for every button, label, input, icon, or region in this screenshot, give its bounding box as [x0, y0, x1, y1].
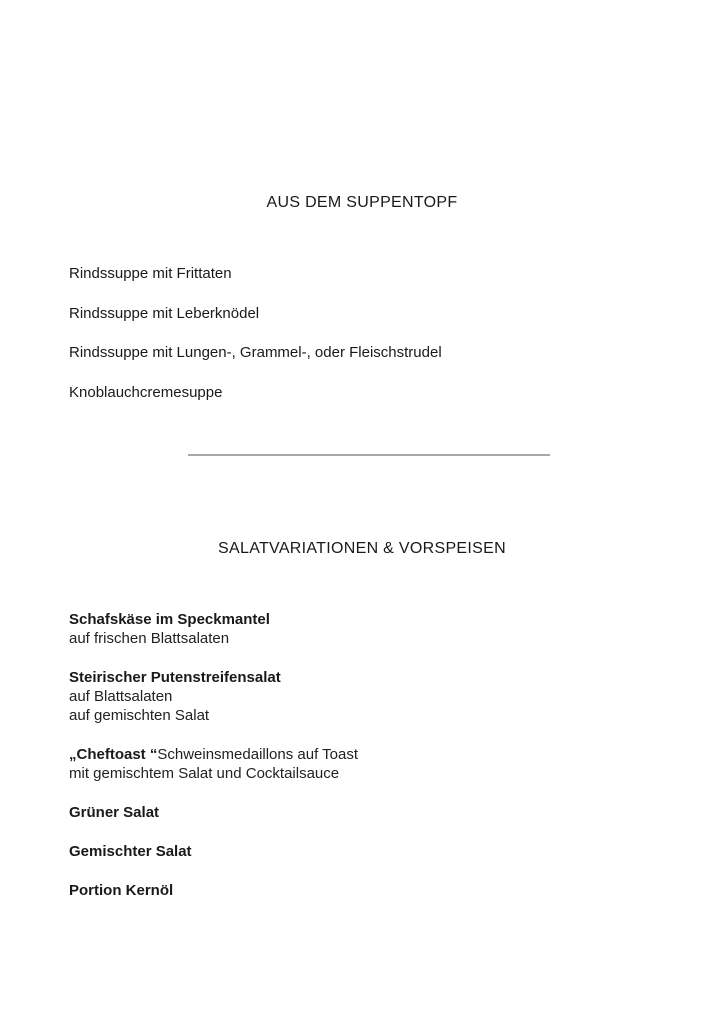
menu-item-name: Gemischter Salat [69, 843, 192, 860]
salad-section-heading: SALATVARIATIONEN & VORSPEISEN [218, 540, 506, 557]
menu-item [69, 668, 689, 725]
menu-item: Rindssuppe mit Lungen-, Grammel-, oder Fleischstrudel [69, 344, 442, 361]
menu-item-name: Grüner Salat [69, 804, 160, 821]
menu-item-name: Portion Kernöl [69, 882, 174, 899]
menu-item-name: Steirischer Putenstreifensalat [69, 669, 281, 686]
menu-item [69, 610, 689, 648]
menu-item-description: auf frischen Blattsalaten [69, 630, 230, 647]
menu-item [69, 803, 689, 822]
menu-item [69, 881, 689, 900]
salad-list [69, 610, 689, 920]
menu-item [69, 842, 689, 861]
menu-item: Rindssuppe mit Leberknödel [69, 304, 260, 322]
menu-item-description: auf gemischten Salat [69, 707, 210, 724]
soup-list [69, 265, 689, 423]
menu-item-inline-description: Schweinsmedaillons auf Toast [157, 746, 359, 763]
menu-item: Knoblauchcremesuppe [69, 383, 223, 401]
soup-section-heading: AUS DEM SUPPENTOPF [266, 194, 458, 211]
menu-item: Rindssuppe mit Frittaten [69, 265, 232, 282]
menu-item-name: Schafskäse im Speckmantel [69, 611, 270, 628]
menu-item [69, 745, 689, 783]
menu-item-description: auf Blattsalaten [69, 688, 173, 705]
menu-item-description: mit gemischtem Salat und Cocktailsauce [69, 765, 340, 782]
section-divider [188, 454, 550, 456]
menu-item-name: „Cheftoast “ [69, 746, 158, 763]
